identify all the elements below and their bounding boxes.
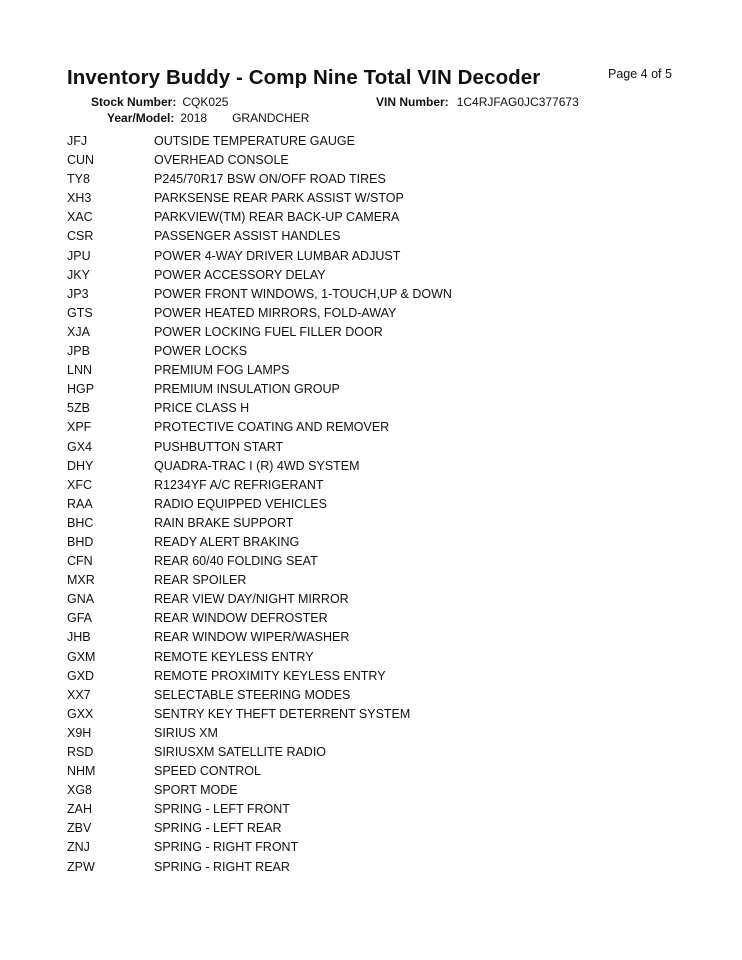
- option-row: [0, 628, 742, 647]
- option-description: OUTSIDE TEMPERATURE GAUGE: [154, 134, 355, 148]
- option-code: GFA: [67, 611, 93, 626]
- option-description: REMOTE KEYLESS ENTRY: [154, 649, 314, 664]
- option-code-list: [0, 132, 742, 877]
- option-description: READY ALERT BRAKING: [154, 534, 300, 549]
- stock-number-value: CQK025: [182, 95, 229, 109]
- option-row: [0, 838, 742, 857]
- option-code: MXR: [67, 573, 95, 588]
- option-row: [0, 819, 742, 838]
- option-code: CSR: [67, 229, 94, 244]
- option-description: POWER 4-WAY DRIVER LUMBAR ADJUST: [154, 248, 401, 263]
- option-description: SPORT MODE: [154, 783, 238, 798]
- option-description: SENTRY KEY THEFT DETERRENT SYSTEM: [154, 706, 411, 721]
- option-row: [0, 361, 742, 380]
- option-row: [0, 648, 742, 667]
- option-description: POWER ACCESSORY DELAY: [154, 267, 326, 282]
- option-row: [0, 743, 742, 762]
- option-row: [0, 132, 742, 151]
- option-row: [0, 609, 742, 628]
- option-description: PARKVIEW(TM) REAR BACK-UP CAMERA: [154, 210, 400, 225]
- option-code: XFC: [67, 477, 92, 492]
- option-code: LNN: [67, 363, 93, 378]
- option-row: [0, 247, 742, 266]
- option-row: [0, 762, 742, 781]
- option-code: GX4: [67, 439, 93, 454]
- option-code: JFJ: [67, 134, 88, 148]
- option-row: [0, 342, 742, 361]
- option-code: X9H: [67, 725, 92, 740]
- document-title: Inventory Buddy - Comp Nine Total VIN Decoder: [67, 66, 541, 89]
- option-description: SIRIUSXM SATELLITE RADIO: [154, 745, 327, 759]
- option-code: JKY: [67, 267, 90, 282]
- option-description: PROTECTIVE COATING AND REMOVER: [154, 420, 390, 435]
- option-code: GTS: [67, 305, 93, 320]
- option-code: RSD: [67, 745, 94, 759]
- option-row: [0, 208, 742, 227]
- option-code: ZAH: [67, 802, 92, 817]
- option-description: SPRING - RIGHT REAR: [154, 859, 290, 874]
- option-description: SPRING - LEFT FRONT: [154, 802, 290, 817]
- option-description: REMOTE PROXIMITY KEYLESS ENTRY: [154, 668, 386, 683]
- option-code: TY8: [67, 172, 90, 187]
- option-code: JP3: [67, 286, 89, 301]
- option-row: [0, 724, 742, 743]
- option-code: XG8: [67, 783, 93, 798]
- option-description: OVERHEAD CONSOLE: [154, 153, 289, 168]
- vin-number-value: 1C4RJFAG0JC377673: [456, 95, 579, 109]
- option-description: SELECTABLE STEERING MODES: [154, 687, 351, 702]
- option-description: PUSHBUTTON START: [154, 439, 284, 454]
- option-code: GXX: [67, 706, 94, 721]
- option-code: HGP: [67, 382, 95, 397]
- option-row: [0, 285, 742, 304]
- option-description: POWER LOCKS: [154, 344, 248, 359]
- option-code: XX7: [67, 687, 91, 702]
- stock-number-label: Stock Number:: [91, 95, 177, 109]
- option-description: POWER FRONT WINDOWS, 1-TOUCH,UP & DOWN: [154, 286, 452, 301]
- model-value: GRANDCHER: [232, 111, 310, 125]
- option-description: POWER HEATED MIRRORS, FOLD-AWAY: [154, 305, 397, 320]
- option-description: R1234YF A/C REFRIGERANT: [154, 477, 324, 492]
- option-code: ZPW: [67, 859, 95, 874]
- option-description: P245/70R17 BSW ON/OFF ROAD TIRES: [154, 172, 386, 187]
- option-description: REAR WINDOW WIPER/WASHER: [154, 630, 350, 645]
- option-row: [0, 858, 742, 877]
- option-code: XPF: [67, 420, 92, 435]
- option-row: [0, 266, 742, 285]
- option-code: BHC: [67, 515, 94, 530]
- option-code: DHY: [67, 458, 94, 473]
- option-row: [0, 571, 742, 590]
- option-description: SIRIUS XM: [154, 725, 218, 740]
- option-description: REAR WINDOW DEFROSTER: [154, 611, 328, 626]
- option-description: PREMIUM INSULATION GROUP: [154, 382, 340, 397]
- option-row: [0, 418, 742, 437]
- option-description: REAR 60/40 FOLDING SEAT: [154, 554, 318, 569]
- option-description: POWER LOCKING FUEL FILLER DOOR: [154, 324, 383, 339]
- year-model-label: Year/Model:: [107, 111, 175, 125]
- option-row: [0, 189, 742, 208]
- option-row: [0, 667, 742, 686]
- option-row: [0, 705, 742, 724]
- option-row: [0, 227, 742, 246]
- option-code: BHD: [67, 534, 94, 549]
- option-row: [0, 514, 742, 533]
- option-description: PARKSENSE REAR PARK ASSIST W/STOP: [154, 191, 404, 206]
- option-row: [0, 399, 742, 418]
- option-row: [0, 552, 742, 571]
- option-row: [0, 476, 742, 495]
- option-code: CUN: [67, 153, 95, 168]
- option-row: [0, 686, 742, 705]
- vin-number: [376, 95, 579, 109]
- option-description: RAIN BRAKE SUPPORT: [154, 515, 294, 530]
- option-code: JHB: [67, 630, 91, 645]
- option-description: SPRING - RIGHT FRONT: [154, 840, 299, 855]
- year-model: [107, 111, 309, 125]
- option-description: PASSENGER ASSIST HANDLES: [154, 229, 341, 244]
- option-description: REAR SPOILER: [154, 573, 247, 588]
- option-code: GXD: [67, 668, 95, 683]
- option-description: PRICE CLASS H: [154, 401, 250, 416]
- option-row: [0, 533, 742, 552]
- option-row: [0, 495, 742, 514]
- option-row: [0, 304, 742, 323]
- option-description: QUADRA-TRAC I (R) 4WD SYSTEM: [154, 458, 360, 473]
- option-code: JPB: [67, 344, 90, 359]
- option-row: [0, 800, 742, 819]
- option-row: [0, 380, 742, 399]
- option-code: CFN: [67, 554, 93, 569]
- option-description: SPEED CONTROL: [154, 764, 261, 779]
- option-row: [0, 170, 742, 189]
- option-code: 5ZB: [67, 401, 90, 416]
- option-code: NHM: [67, 764, 96, 779]
- option-description: PREMIUM FOG LAMPS: [154, 363, 290, 378]
- option-code: ZBV: [67, 821, 92, 836]
- option-row: [0, 151, 742, 170]
- stock-number: [91, 95, 228, 109]
- option-code: XAC: [67, 210, 93, 225]
- option-row: [0, 781, 742, 800]
- option-code: JPU: [67, 248, 91, 263]
- option-row: [0, 457, 742, 476]
- option-row: [0, 590, 742, 609]
- option-description: SPRING - LEFT REAR: [154, 821, 282, 836]
- page-number: Page 4 of 5: [608, 67, 672, 81]
- option-code: XJA: [67, 324, 90, 339]
- option-code: XH3: [67, 191, 92, 206]
- option-row: [0, 438, 742, 457]
- year-value: 2018: [180, 111, 208, 125]
- option-code: GXM: [67, 649, 96, 664]
- vin-number-label: VIN Number:: [376, 95, 449, 109]
- option-row: [0, 323, 742, 342]
- option-code: ZNJ: [67, 840, 90, 855]
- option-code: GNA: [67, 592, 95, 607]
- option-code: RAA: [67, 496, 93, 511]
- option-description: RADIO EQUIPPED VEHICLES: [154, 496, 327, 511]
- option-description: REAR VIEW DAY/NIGHT MIRROR: [154, 592, 349, 607]
